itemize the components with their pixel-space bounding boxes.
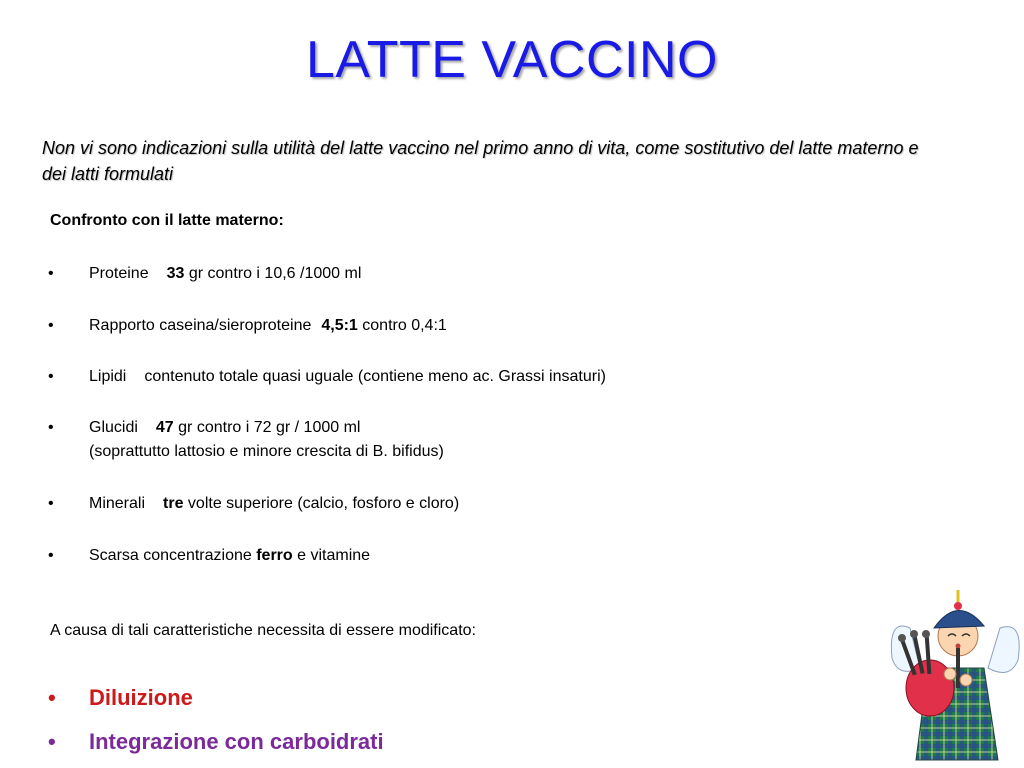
- bullet-value: 47: [155, 419, 174, 436]
- bullet-label: Rapporto caseina/sieroproteine: [89, 317, 312, 334]
- bullet-value: tre: [163, 495, 184, 512]
- bullet-dot: •: [48, 419, 54, 436]
- bullet-label: Minerali: [89, 495, 146, 512]
- action-label: Integrazione con carboidrati: [89, 729, 384, 754]
- bullet-rest: contro 0,4:1: [362, 317, 447, 334]
- bullet-label: Scarsa concentrazione: [89, 547, 252, 564]
- slide-title: LATTE VACCINO: [306, 31, 718, 89]
- bullet-dot: •: [48, 317, 54, 334]
- bullet-dot: •: [48, 547, 54, 564]
- action-label: Diluizione: [89, 685, 193, 710]
- bullet-rest: volte superiore (calcio, fosforo e cloro): [187, 495, 460, 512]
- bullet-value: 33: [166, 265, 185, 282]
- bullet-label: Lipidi: [89, 368, 127, 385]
- bullet-note: (soprattutto lattosio e minore crescita di B. bifidus): [89, 443, 444, 460]
- bullet-value: 4,5:1: [321, 317, 358, 334]
- bullet-value: ferro: [256, 547, 293, 564]
- conclusion-text: A causa di tali caratteristiche necessita di essere modificato:: [50, 622, 476, 639]
- bullet-dot: •: [48, 265, 54, 282]
- bagpiper-illustration: [888, 588, 1024, 768]
- bullet-dot: •: [48, 685, 56, 710]
- bullet-dot: •: [48, 729, 56, 754]
- bullet-rest: gr contro i 10,6 /1000 ml: [188, 265, 362, 282]
- bullet-rest: e vitamine: [297, 547, 371, 564]
- bullet-label: Glucidi: [89, 419, 138, 436]
- bullet-label: Proteine: [89, 265, 149, 282]
- bullet-rest: contenuto totale quasi uguale (contiene meno ac. Grassi insaturi): [144, 368, 606, 385]
- slide-subtitle: Non vi sono indicazioni sulla utilità del latte vaccino nel primo anno di vita, come sostitutivo del latte materno e dei latti formulati: [42, 138, 919, 184]
- bullet-rest: gr contro i 72 gr / 1000 ml: [178, 419, 361, 436]
- bullet-dot: •: [48, 368, 54, 385]
- comparison-heading: Confronto con il latte materno:: [50, 212, 284, 229]
- bullet-dot: •: [48, 495, 54, 512]
